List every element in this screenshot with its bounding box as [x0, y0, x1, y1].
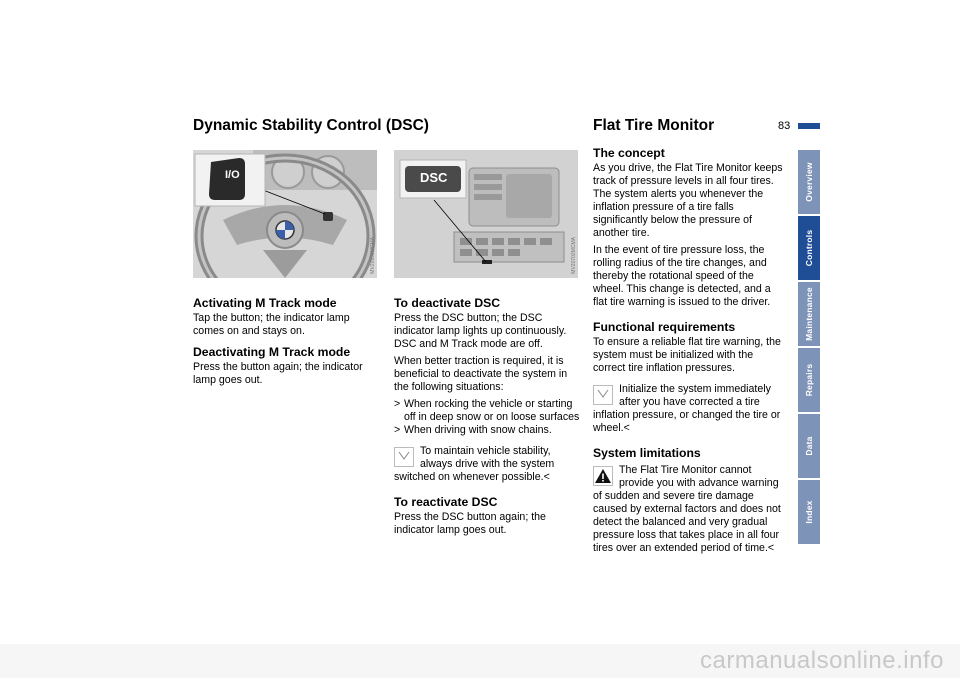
list-item-text: When rocking the vehicle or starting off in deep snow or on loose surfaces [404, 398, 580, 423]
mode-button-label: I/O [225, 169, 240, 181]
watermark-text: carmanualsonline.info [700, 647, 944, 674]
tab-label: Repairs [804, 363, 814, 397]
warning-icon [593, 466, 613, 486]
dsc-dashboard-figure [394, 150, 578, 278]
warning-text: The Flat Tire Monitor cannot provide you with advance warning of sudden and severe tire damage caused by external factors and does not detect the balanced and very gradual pressure loss that takes place in all four tires over an extended period of time. [593, 464, 781, 554]
note-icon [593, 385, 613, 405]
reactivate-dsc-heading: To reactivate DSC [394, 495, 498, 509]
column-dsc [394, 297, 580, 541]
left-section-title: Dynamic Stability Control (DSC) [193, 117, 429, 134]
deactivate-dsc-text: Press the DSC button; the DSC indicator lamp lights up continuously. DSC and M Track mode are off. [394, 312, 567, 350]
tab-label: Controls [804, 229, 814, 267]
tab-maintenance[interactable] [798, 282, 820, 346]
tab-label: Data [804, 436, 814, 456]
note-text: Initialize the system immediately after you have corrected a tire inflation pressure, or changed the tire or wheel. [593, 383, 781, 434]
end-mark: < [623, 422, 630, 434]
right-section-title: Flat Tire Monitor [593, 117, 715, 134]
tab-overview[interactable] [798, 150, 820, 214]
requirements-heading: Functional requirements [593, 320, 736, 334]
end-mark: < [543, 471, 550, 483]
dsc-button-label: DSC [420, 170, 448, 185]
list-item [394, 424, 580, 437]
figure-code: MV20999MCMA [370, 237, 376, 274]
note-text: To maintain vehicle stability, always drive with the system switched on whenever possible. [394, 445, 555, 483]
watermark-strip [0, 644, 960, 678]
tab-data[interactable] [798, 414, 820, 478]
activating-heading: Activating M Track mode [193, 296, 337, 310]
list-item-text: When driving with snow chains. [404, 424, 552, 436]
requirements-text: To ensure a reliable flat tire warning, the system must be initialized with the correct tire inflation pressures. [593, 336, 781, 374]
warning-block [593, 464, 785, 555]
page-number: 83 [778, 120, 791, 132]
activating-text: Tap the button; the indicator lamp comes on and stays on. [193, 312, 350, 337]
column-flat-tire [593, 147, 785, 559]
tab-repairs[interactable] [798, 348, 820, 412]
note-block [593, 383, 785, 435]
steering-wheel-figure [193, 150, 377, 278]
list-item [394, 398, 580, 424]
figure-code: MV20702MCMA [571, 237, 577, 274]
limitations-heading: System limitations [593, 446, 701, 460]
concept-text: As you drive, the Flat Tire Monitor keeps track of pressure levels in all four tires. The system alerts you whenever the inflation pressure of a tire falls significantly below the pressure of another tire. [593, 162, 783, 239]
note-icon [394, 447, 414, 467]
tab-controls[interactable] [798, 216, 820, 280]
tab-label: Maintenance [804, 287, 814, 341]
page-number-bar [798, 123, 820, 129]
concept-heading: The concept [593, 146, 665, 160]
deactivating-heading: Deactivating M Track mode [193, 345, 351, 359]
reactivate-dsc-text: Press the DSC button again; the indicator lamp goes out. [394, 511, 546, 536]
note-block [394, 445, 580, 484]
tab-index[interactable] [798, 480, 820, 544]
section-tabs [798, 150, 820, 546]
pressure-loss-text: In the event of tire pressure loss, the rolling radius of the tire changes, and thereby the rotational speed of the wheel. This change is detected, and a flat tire warning is issued to the driver. [593, 244, 771, 308]
steering-wheel-illustration [193, 150, 377, 278]
bullet-marker: > [394, 398, 401, 410]
bullet-marker: > [394, 424, 401, 436]
column-m-track [193, 297, 377, 391]
traction-text: When better traction is required, it is beneficial to deactivate the system in the following situations: [394, 355, 568, 393]
tab-label: Index [804, 500, 814, 524]
tab-label: Overview [804, 162, 814, 202]
deactivating-text: Press the button again; the indicator lamp goes out. [193, 361, 363, 386]
deactivate-dsc-heading: To deactivate DSC [394, 296, 501, 310]
end-mark: < [767, 542, 775, 554]
